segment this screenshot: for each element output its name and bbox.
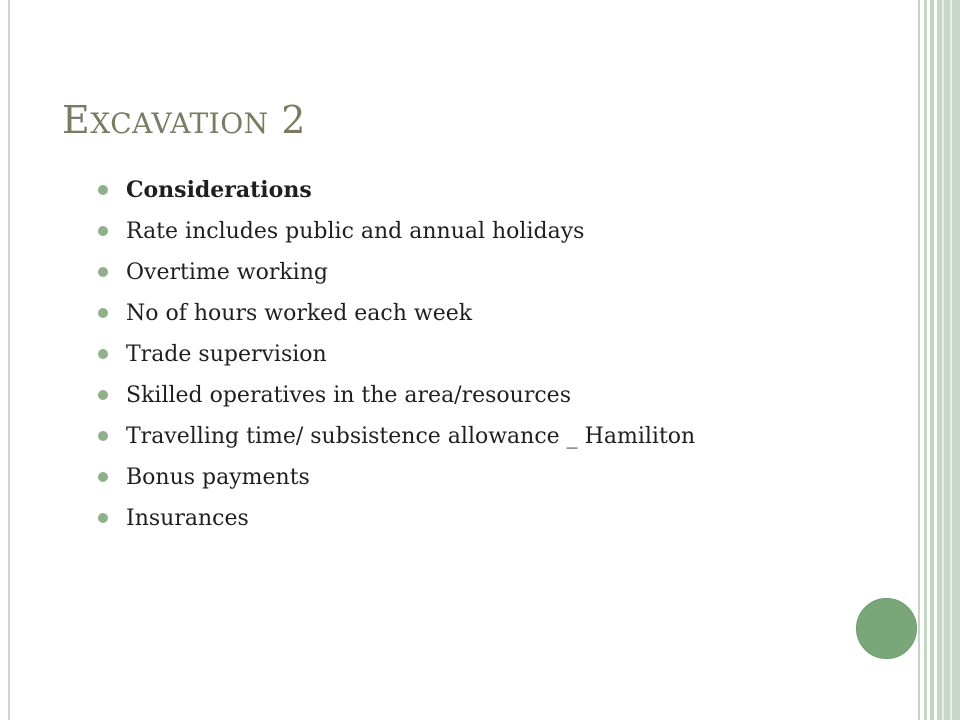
bullet-dot-icon [98, 308, 108, 318]
band-stripe [918, 0, 920, 720]
title-number: 2 [268, 98, 306, 142]
band-stripe [924, 0, 927, 720]
bullet-dot-icon [98, 185, 108, 195]
bullet-text: Considerations [126, 177, 312, 203]
bullet-dot-icon [98, 390, 108, 400]
band-stripe [930, 0, 934, 720]
list-item [96, 170, 896, 211]
bullet-text: Skilled operatives in the area/resources [126, 383, 571, 408]
bullet-text: No of hours worked each week [126, 301, 473, 326]
left-frame-line [8, 0, 10, 720]
bullet-text: Rate includes public and annual holidays [126, 219, 585, 244]
title-initial: E [62, 98, 91, 142]
bullet-dot-icon [98, 431, 108, 441]
list-item [96, 293, 896, 334]
bullet-text: Overtime working [126, 260, 328, 285]
bullet-dot-icon [98, 513, 108, 523]
title-rest: XCAVATION [90, 107, 269, 140]
bullet-text: Travelling time/ subsistence allowance _ Hamiliton [126, 424, 696, 449]
bullet-dot-icon [98, 267, 108, 277]
list-item [96, 211, 896, 252]
decorative-circle-icon [856, 598, 917, 659]
list-item [96, 252, 896, 293]
slide-title [62, 98, 306, 142]
list-item [96, 375, 896, 416]
band-stripe [942, 0, 944, 720]
list-item [96, 498, 896, 539]
bullet-text: Bonus payments [126, 465, 310, 490]
list-item [96, 457, 896, 498]
list-item [96, 416, 896, 457]
bullet-list [96, 170, 896, 539]
list-item [96, 334, 896, 375]
band-stripe [937, 0, 960, 720]
band-stripe [950, 0, 952, 720]
bullet-text: Trade supervision [126, 342, 327, 367]
bullet-text: Insurances [126, 506, 249, 531]
bullet-dot-icon [98, 349, 108, 359]
bullet-dot-icon [98, 226, 108, 236]
bullet-dot-icon [98, 472, 108, 482]
